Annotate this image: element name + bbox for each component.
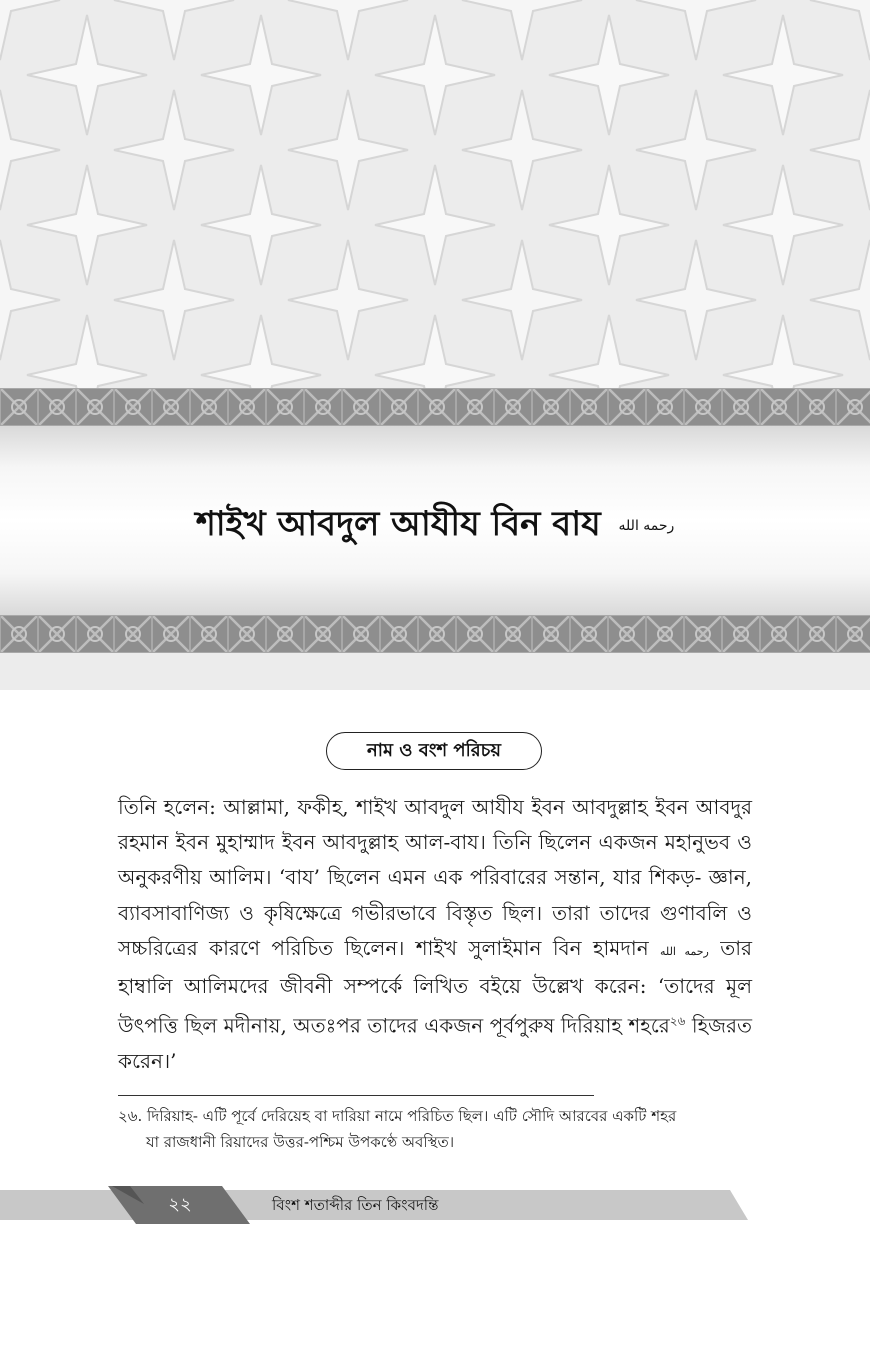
star-pattern-decoration xyxy=(0,0,870,390)
top-pattern-band xyxy=(0,388,870,426)
section-heading: নাম ও বংশ পরিচয় xyxy=(326,732,542,770)
inline-honorific: رحمه الله xyxy=(660,944,709,958)
footnote-line-1: ২৬. দিরিয়াহ- এটি পূর্বে দেরিয়েহ বা দারিয়া নামে পরিচিত ছিল। এটি সৌদি আরবের একটি শহর xyxy=(118,1107,677,1125)
body-text-part-3: হিজরত করেন।’ xyxy=(118,1013,752,1074)
body-text-part-1: তিনি হলেন: আল্লামা, ফকীহ, শাইখ আবদুল আযীয ইবন আবদুল্লাহ ইবন আবদুর রহমান ইবন মুহাম্মাদ ইবন আবদুল্লাহ আল-বায। তিনি ছিলেন একজন মহানুভব ও অনুকরণীয় আলিম। ‘বায’ ছিলেন এমন এক পরিবারের সন্তান, যার শিকড়- জ্ঞান, ব্যাবসাবাণিজ্য ও কৃষিক্ষেত্রে গভীরভাবে বিস্তৃত ছিল। তারা তাদের গুণাবলি ও সচ্চরিত্রের কারণে পরিচিত ছিলেন। শাইখ সুলাইমান বিন হামদান xyxy=(118,795,752,960)
honorific-calligraphy: رحمه الله xyxy=(618,517,675,534)
footnote-reference[interactable]: ২৬ xyxy=(669,1014,686,1029)
lattice-decoration xyxy=(0,388,870,426)
page-number: ২২ xyxy=(168,1194,192,1215)
footnote-line-2: যা রাজধানী রিয়াদের উত্তর-পশ্চিম উপকণ্ঠে অবস্থিত। xyxy=(146,1133,455,1151)
lattice-decoration xyxy=(0,615,870,653)
body-paragraph xyxy=(118,790,752,1079)
chapter-title-text: শাইখ আবদুল আযীয বিন বায xyxy=(195,504,601,544)
running-book-title: বিংশ শতাব্দীর তিন কিংবদন্তি xyxy=(272,1196,439,1214)
bottom-pattern-band xyxy=(0,615,870,653)
footnote-divider xyxy=(118,1095,594,1096)
chapter-title xyxy=(0,492,870,556)
footnote xyxy=(118,1103,752,1155)
body-text-part-2: তার হাম্বালি আলিমদের জীবনী সম্পর্কে লিখিত বইয়ে উল্লেখ করেন: ‘তাদের মূল উৎপত্তি ছিল মদীনায়, অতঃপর তাদের একজন পূর্বপুরুষ দিরিয়াহ শহরে xyxy=(118,935,753,1038)
